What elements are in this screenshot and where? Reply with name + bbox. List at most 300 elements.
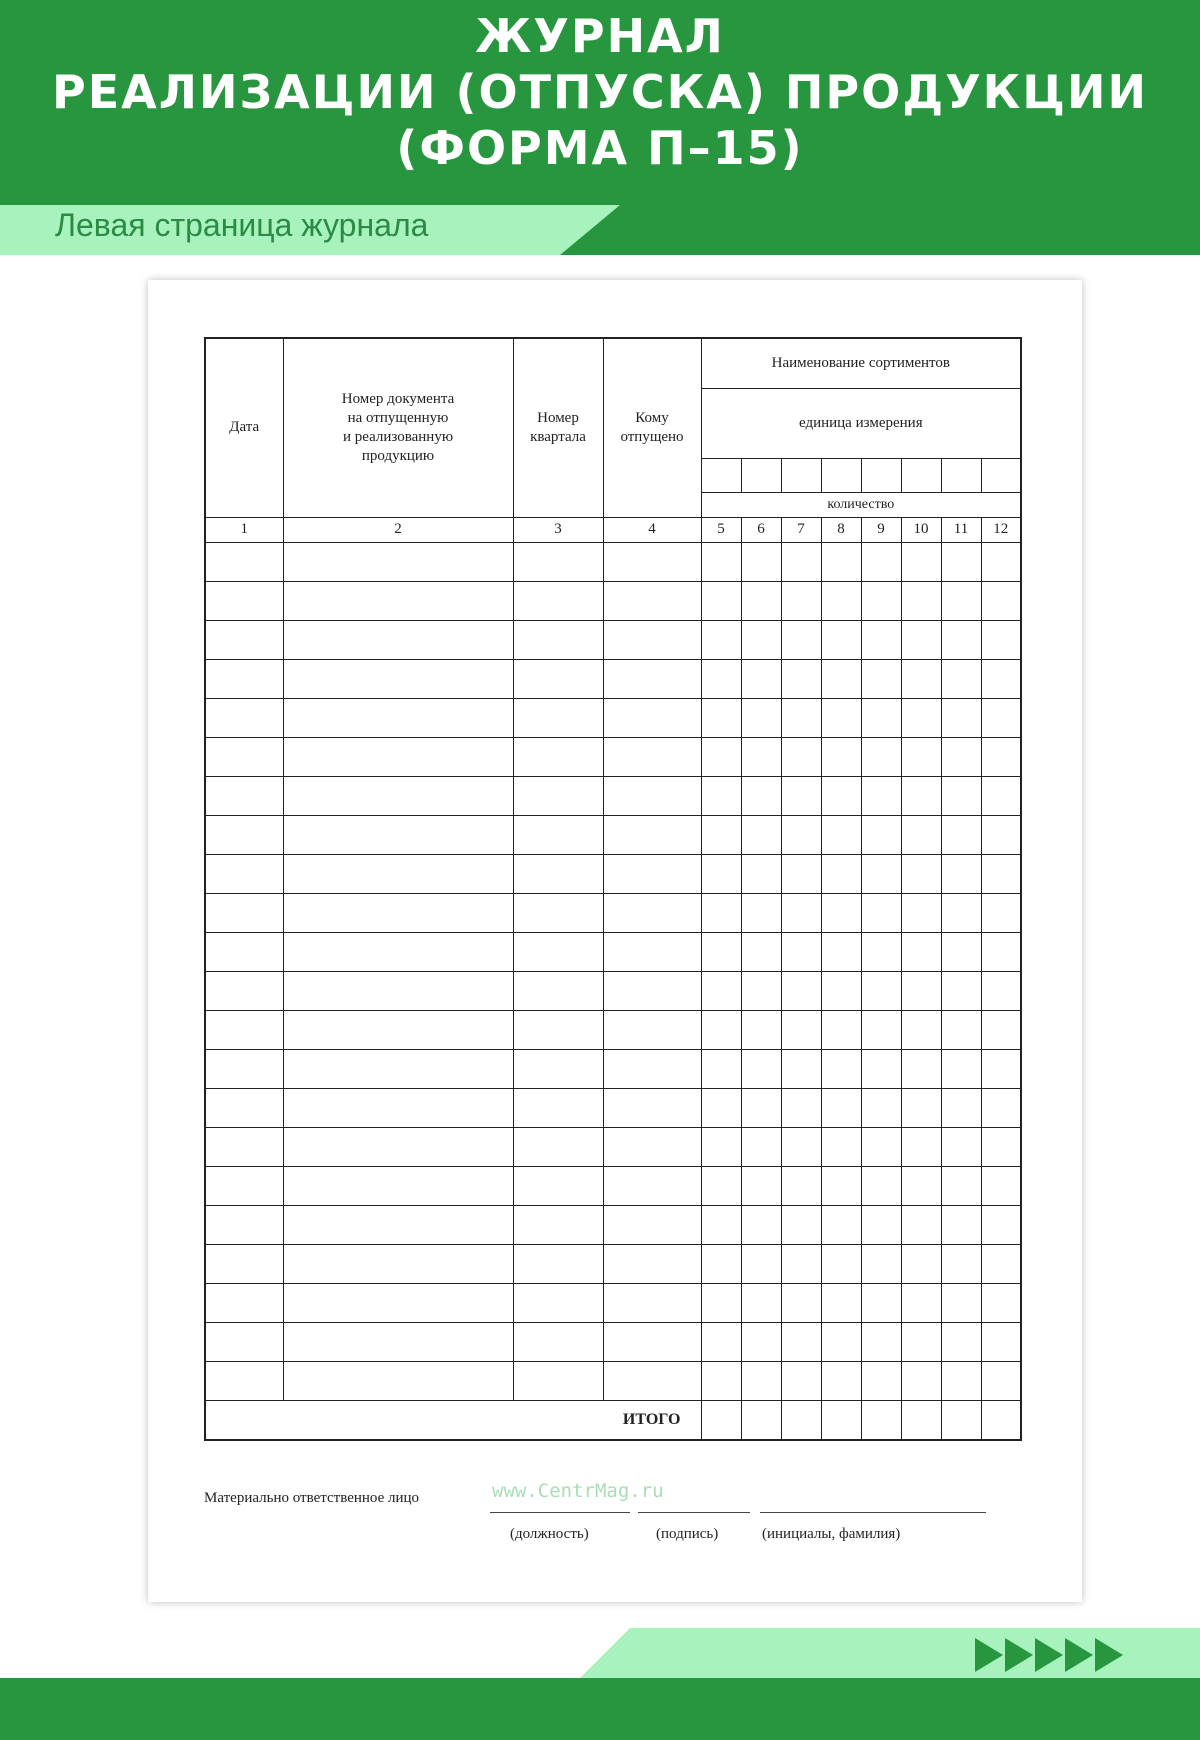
unit-cell[interactable]	[701, 458, 741, 492]
table-cell[interactable]	[283, 698, 513, 737]
table-cell[interactable]	[603, 1166, 701, 1205]
total-cell[interactable]	[741, 1400, 781, 1440]
table-cell[interactable]	[513, 932, 603, 971]
table-cell[interactable]	[603, 893, 701, 932]
table-cell[interactable]	[283, 932, 513, 971]
table-cell[interactable]	[781, 1088, 821, 1127]
table-cell[interactable]	[981, 620, 1021, 659]
signature-line[interactable]	[638, 1512, 750, 1513]
table-cell[interactable]	[981, 776, 1021, 815]
table-cell[interactable]	[205, 815, 283, 854]
table-cell[interactable]	[861, 620, 901, 659]
table-cell[interactable]	[781, 1322, 821, 1361]
table-cell[interactable]	[283, 776, 513, 815]
table-cell[interactable]	[781, 1127, 821, 1166]
table-row	[205, 854, 1021, 893]
table-cell[interactable]	[941, 1205, 981, 1244]
table-cell[interactable]	[741, 1010, 781, 1049]
table-cell[interactable]	[205, 1205, 283, 1244]
table-cell[interactable]	[981, 815, 1021, 854]
table-cell[interactable]	[283, 854, 513, 893]
header-assortment: Наименование сортиментов	[701, 338, 1021, 388]
table-cell[interactable]	[861, 1049, 901, 1088]
table-cell[interactable]	[603, 1244, 701, 1283]
table-cell[interactable]	[821, 1361, 861, 1400]
table-cell[interactable]	[205, 1127, 283, 1166]
table-cell[interactable]	[821, 854, 861, 893]
table-cell[interactable]	[205, 971, 283, 1010]
table-cell[interactable]	[701, 932, 741, 971]
table-cell[interactable]	[603, 620, 701, 659]
table-cell[interactable]	[701, 971, 741, 1010]
table-cell[interactable]	[941, 737, 981, 776]
table-cell[interactable]	[981, 581, 1021, 620]
table-cell[interactable]	[981, 1127, 1021, 1166]
table-cell[interactable]	[981, 1166, 1021, 1205]
table-cell[interactable]	[901, 1322, 941, 1361]
table-cell[interactable]	[603, 659, 701, 698]
table-cell[interactable]	[901, 659, 941, 698]
table-cell[interactable]	[821, 1244, 861, 1283]
table-cell[interactable]	[513, 1205, 603, 1244]
unit-cell[interactable]	[861, 458, 901, 492]
table-cell[interactable]	[205, 620, 283, 659]
table-cell[interactable]	[741, 620, 781, 659]
table-cell[interactable]	[861, 1205, 901, 1244]
table-cell[interactable]	[861, 854, 901, 893]
table-cell[interactable]	[821, 620, 861, 659]
table-cell[interactable]	[283, 1166, 513, 1205]
table-cell[interactable]	[981, 542, 1021, 581]
table-cell[interactable]	[701, 1244, 741, 1283]
table-cell[interactable]	[941, 854, 981, 893]
table-cell[interactable]	[741, 698, 781, 737]
table-cell[interactable]	[941, 932, 981, 971]
table-cell[interactable]	[781, 581, 821, 620]
name-line[interactable]	[760, 1512, 986, 1513]
table-cell[interactable]	[781, 893, 821, 932]
position-line[interactable]	[490, 1512, 630, 1513]
table-cell[interactable]	[741, 659, 781, 698]
table-cell[interactable]	[701, 698, 741, 737]
table-cell[interactable]	[741, 737, 781, 776]
page-title	[0, 8, 1200, 176]
total-cell[interactable]	[981, 1400, 1021, 1440]
table-cell[interactable]	[283, 1010, 513, 1049]
table-cell[interactable]	[861, 1166, 901, 1205]
table-cell[interactable]	[701, 1088, 741, 1127]
unit-cell[interactable]	[741, 458, 781, 492]
table-cell[interactable]	[741, 1205, 781, 1244]
table-cell[interactable]	[901, 776, 941, 815]
table-cell[interactable]	[941, 893, 981, 932]
table-cell[interactable]	[205, 776, 283, 815]
table-cell[interactable]	[701, 776, 741, 815]
table-cell[interactable]	[741, 542, 781, 581]
table-cell[interactable]	[283, 1205, 513, 1244]
table-cell[interactable]	[205, 737, 283, 776]
table-cell[interactable]	[781, 1049, 821, 1088]
table-cell[interactable]	[205, 854, 283, 893]
table-cell[interactable]	[513, 854, 603, 893]
table-cell[interactable]	[701, 1361, 741, 1400]
table-row	[205, 698, 1021, 737]
table-cell[interactable]	[283, 620, 513, 659]
table-cell[interactable]	[861, 1283, 901, 1322]
table-cell[interactable]	[941, 1049, 981, 1088]
table-cell[interactable]	[205, 1088, 283, 1127]
table-cell[interactable]	[283, 1049, 513, 1088]
table-cell[interactable]	[701, 737, 741, 776]
table-cell[interactable]	[901, 1088, 941, 1127]
table-cell[interactable]	[603, 1283, 701, 1322]
table-cell[interactable]	[513, 1049, 603, 1088]
table-cell[interactable]	[901, 1283, 941, 1322]
table-cell[interactable]	[781, 1205, 821, 1244]
table-cell[interactable]	[701, 1283, 741, 1322]
table-cell[interactable]	[821, 932, 861, 971]
table-cell[interactable]	[821, 1322, 861, 1361]
table-cell[interactable]	[821, 1127, 861, 1166]
table-cell[interactable]	[513, 659, 603, 698]
table-cell[interactable]	[821, 776, 861, 815]
table-cell[interactable]	[603, 854, 701, 893]
table-cell[interactable]	[701, 815, 741, 854]
table-cell[interactable]	[901, 542, 941, 581]
table-cell[interactable]	[901, 854, 941, 893]
table-cell[interactable]	[205, 1283, 283, 1322]
table-cell[interactable]	[861, 698, 901, 737]
column-number: 1	[205, 517, 283, 542]
arrow-icon	[1065, 1638, 1093, 1672]
table-cell[interactable]	[741, 971, 781, 1010]
table-cell[interactable]	[701, 659, 741, 698]
table-cell[interactable]	[941, 1127, 981, 1166]
table-row	[205, 620, 1021, 659]
table-cell[interactable]	[701, 1049, 741, 1088]
table-cell[interactable]	[603, 1205, 701, 1244]
table-cell[interactable]	[603, 932, 701, 971]
table-cell[interactable]	[513, 1322, 603, 1361]
total-label: ИТОГО	[205, 1400, 701, 1440]
table-cell[interactable]	[821, 1049, 861, 1088]
unit-cell[interactable]	[981, 458, 1021, 492]
table-cell[interactable]	[603, 1010, 701, 1049]
table-cell[interactable]	[981, 698, 1021, 737]
table-cell[interactable]	[781, 1244, 821, 1283]
unit-cell[interactable]	[901, 458, 941, 492]
table-cell[interactable]	[701, 620, 741, 659]
table-cell[interactable]	[205, 542, 283, 581]
table-cell[interactable]	[513, 1088, 603, 1127]
table-cell[interactable]	[513, 1244, 603, 1283]
table-cell[interactable]	[901, 698, 941, 737]
table-cell[interactable]	[781, 1166, 821, 1205]
table-cell[interactable]	[513, 698, 603, 737]
table-cell[interactable]	[513, 1010, 603, 1049]
table-cell[interactable]	[513, 1283, 603, 1322]
table-cell[interactable]	[701, 1010, 741, 1049]
table-cell[interactable]	[981, 854, 1021, 893]
table-cell[interactable]	[741, 1049, 781, 1088]
table-cell[interactable]	[861, 1322, 901, 1361]
total-cell[interactable]	[701, 1400, 741, 1440]
table-cell[interactable]	[741, 1127, 781, 1166]
table-cell[interactable]	[861, 581, 901, 620]
table-cell[interactable]	[781, 1283, 821, 1322]
table-cell[interactable]	[283, 815, 513, 854]
table-cell[interactable]	[901, 1010, 941, 1049]
table-cell[interactable]	[861, 1244, 901, 1283]
table-cell[interactable]	[741, 776, 781, 815]
total-cell[interactable]	[861, 1400, 901, 1440]
table-cell[interactable]	[513, 542, 603, 581]
table-cell[interactable]	[941, 1010, 981, 1049]
table-cell[interactable]	[861, 971, 901, 1010]
table-cell[interactable]	[603, 1049, 701, 1088]
table-cell[interactable]	[861, 893, 901, 932]
column-number: 10	[901, 517, 941, 542]
table-cell[interactable]	[861, 932, 901, 971]
table-cell[interactable]	[821, 971, 861, 1010]
table-cell[interactable]	[205, 1010, 283, 1049]
table-cell[interactable]	[741, 1166, 781, 1205]
unit-cell[interactable]	[941, 458, 981, 492]
table-cell[interactable]	[205, 1049, 283, 1088]
table-cell[interactable]	[861, 815, 901, 854]
table-cell[interactable]	[205, 1166, 283, 1205]
table-cell[interactable]	[941, 581, 981, 620]
table-cell[interactable]	[901, 620, 941, 659]
table-cell[interactable]	[781, 620, 821, 659]
table-cell[interactable]	[901, 1244, 941, 1283]
table-cell[interactable]	[513, 893, 603, 932]
table-cell[interactable]	[603, 581, 701, 620]
table-cell[interactable]	[701, 893, 741, 932]
table-cell[interactable]	[821, 737, 861, 776]
table-cell[interactable]	[283, 737, 513, 776]
table-cell[interactable]	[205, 1361, 283, 1400]
table-cell[interactable]	[741, 1088, 781, 1127]
table-cell[interactable]	[861, 1127, 901, 1166]
table-cell[interactable]	[741, 1361, 781, 1400]
table-cell[interactable]	[283, 1283, 513, 1322]
table-row	[205, 737, 1021, 776]
table-cell[interactable]	[941, 971, 981, 1010]
table-cell[interactable]	[901, 1166, 941, 1205]
table-cell[interactable]	[283, 893, 513, 932]
table-cell[interactable]	[901, 815, 941, 854]
table-cell[interactable]	[861, 776, 901, 815]
table-cell[interactable]	[283, 581, 513, 620]
table-cell[interactable]	[603, 1322, 701, 1361]
footer-bar	[0, 1678, 1200, 1740]
table-cell[interactable]	[513, 581, 603, 620]
table-cell[interactable]	[513, 1166, 603, 1205]
table-cell[interactable]	[901, 971, 941, 1010]
table-cell[interactable]	[901, 581, 941, 620]
table-cell[interactable]	[901, 932, 941, 971]
table-cell[interactable]	[941, 659, 981, 698]
total-cell[interactable]	[781, 1400, 821, 1440]
table-cell[interactable]	[981, 1205, 1021, 1244]
table-cell[interactable]	[513, 971, 603, 1010]
table-cell[interactable]	[941, 1088, 981, 1127]
table-cell[interactable]	[603, 1127, 701, 1166]
table-cell[interactable]	[901, 1205, 941, 1244]
table-cell[interactable]	[701, 854, 741, 893]
table-cell[interactable]	[603, 776, 701, 815]
table-cell[interactable]	[861, 542, 901, 581]
total-cell[interactable]	[941, 1400, 981, 1440]
table-cell[interactable]	[941, 1322, 981, 1361]
table-cell[interactable]	[941, 1283, 981, 1322]
table-cell[interactable]	[513, 1361, 603, 1400]
table-cell[interactable]	[981, 1283, 1021, 1322]
table-cell[interactable]	[283, 1244, 513, 1283]
table-cell[interactable]	[283, 1088, 513, 1127]
table-cell[interactable]	[741, 1283, 781, 1322]
table-cell[interactable]	[861, 1010, 901, 1049]
table-cell[interactable]	[781, 971, 821, 1010]
table-cell[interactable]	[701, 1166, 741, 1205]
total-cell[interactable]	[821, 1400, 861, 1440]
table-cell[interactable]	[901, 1049, 941, 1088]
arrow-icon	[1095, 1638, 1123, 1672]
table-cell[interactable]	[283, 659, 513, 698]
table-cell[interactable]	[821, 1010, 861, 1049]
table-cell[interactable]	[205, 893, 283, 932]
total-cell[interactable]	[901, 1400, 941, 1440]
table-cell[interactable]	[781, 854, 821, 893]
unit-cell[interactable]	[781, 458, 821, 492]
table-cell[interactable]	[821, 1283, 861, 1322]
table-cell[interactable]	[861, 1361, 901, 1400]
table-cell[interactable]	[513, 776, 603, 815]
table-cell[interactable]	[513, 1127, 603, 1166]
header-quarter-number: Номер квартала	[513, 338, 603, 517]
unit-cell[interactable]	[821, 458, 861, 492]
table-row	[205, 893, 1021, 932]
table-cell[interactable]	[821, 1088, 861, 1127]
table-cell[interactable]	[741, 581, 781, 620]
table-cell[interactable]	[513, 737, 603, 776]
table-cell[interactable]	[283, 1322, 513, 1361]
table-cell[interactable]	[781, 737, 821, 776]
table-cell[interactable]	[821, 1166, 861, 1205]
table-cell[interactable]	[283, 1127, 513, 1166]
table-cell[interactable]	[205, 698, 283, 737]
table-cell[interactable]	[821, 659, 861, 698]
table-cell[interactable]	[781, 1361, 821, 1400]
table-cell[interactable]	[981, 971, 1021, 1010]
table-cell[interactable]	[941, 542, 981, 581]
table-cell[interactable]	[901, 1127, 941, 1166]
column-number: 4	[603, 517, 701, 542]
table-cell[interactable]	[701, 1127, 741, 1166]
table-cell[interactable]	[205, 581, 283, 620]
table-row	[205, 1244, 1021, 1283]
table-cell[interactable]	[741, 1244, 781, 1283]
table-cell[interactable]	[781, 932, 821, 971]
table-cell[interactable]	[781, 542, 821, 581]
table-cell[interactable]	[901, 737, 941, 776]
table-cell[interactable]	[513, 815, 603, 854]
table-cell[interactable]	[205, 1244, 283, 1283]
table-cell[interactable]	[941, 620, 981, 659]
column-number: 11	[941, 517, 981, 542]
table-cell[interactable]	[821, 1205, 861, 1244]
table-cell[interactable]	[603, 1361, 701, 1400]
table-cell[interactable]	[981, 1049, 1021, 1088]
table-cell[interactable]	[603, 815, 701, 854]
table-cell[interactable]	[741, 815, 781, 854]
table-cell[interactable]	[603, 542, 701, 581]
table-cell[interactable]	[205, 659, 283, 698]
table-cell[interactable]	[701, 542, 741, 581]
table-cell[interactable]	[701, 581, 741, 620]
table-cell[interactable]	[283, 542, 513, 581]
table-cell[interactable]	[603, 1088, 701, 1127]
table-cell[interactable]	[941, 1244, 981, 1283]
table-cell[interactable]	[603, 698, 701, 737]
table-cell[interactable]	[861, 737, 901, 776]
table-cell[interactable]	[205, 932, 283, 971]
table-cell[interactable]	[981, 1088, 1021, 1127]
table-cell[interactable]	[941, 1361, 981, 1400]
table-cell[interactable]	[701, 1205, 741, 1244]
table-cell[interactable]	[821, 542, 861, 581]
table-cell[interactable]	[981, 893, 1021, 932]
table-cell[interactable]	[941, 698, 981, 737]
table-cell[interactable]	[981, 1361, 1021, 1400]
table-cell[interactable]	[941, 815, 981, 854]
table-cell[interactable]	[981, 659, 1021, 698]
table-cell[interactable]	[603, 971, 701, 1010]
table-cell[interactable]	[901, 1361, 941, 1400]
table-cell[interactable]	[981, 932, 1021, 971]
table-cell[interactable]	[603, 737, 701, 776]
table-cell[interactable]	[741, 893, 781, 932]
table-cell[interactable]	[821, 581, 861, 620]
table-cell[interactable]	[283, 1361, 513, 1400]
table-cell[interactable]	[283, 971, 513, 1010]
table-cell[interactable]	[861, 1088, 901, 1127]
table-cell[interactable]	[781, 815, 821, 854]
table-cell[interactable]	[821, 893, 861, 932]
table-cell[interactable]	[861, 659, 901, 698]
table-cell[interactable]	[821, 815, 861, 854]
table-cell[interactable]	[821, 698, 861, 737]
table-cell[interactable]	[741, 932, 781, 971]
table-cell[interactable]	[513, 620, 603, 659]
table-cell[interactable]	[741, 854, 781, 893]
table-cell[interactable]	[981, 1244, 1021, 1283]
table-cell[interactable]	[941, 1166, 981, 1205]
table-cell[interactable]	[741, 1322, 781, 1361]
table-cell[interactable]	[941, 776, 981, 815]
table-cell[interactable]	[981, 1010, 1021, 1049]
table-cell[interactable]	[781, 1010, 821, 1049]
table-cell[interactable]	[781, 659, 821, 698]
table-cell[interactable]	[781, 776, 821, 815]
table-cell[interactable]	[781, 698, 821, 737]
table-cell[interactable]	[701, 1322, 741, 1361]
table-cell[interactable]	[981, 1322, 1021, 1361]
table-cell[interactable]	[205, 1322, 283, 1361]
table-cell[interactable]	[981, 737, 1021, 776]
table-cell[interactable]	[901, 893, 941, 932]
